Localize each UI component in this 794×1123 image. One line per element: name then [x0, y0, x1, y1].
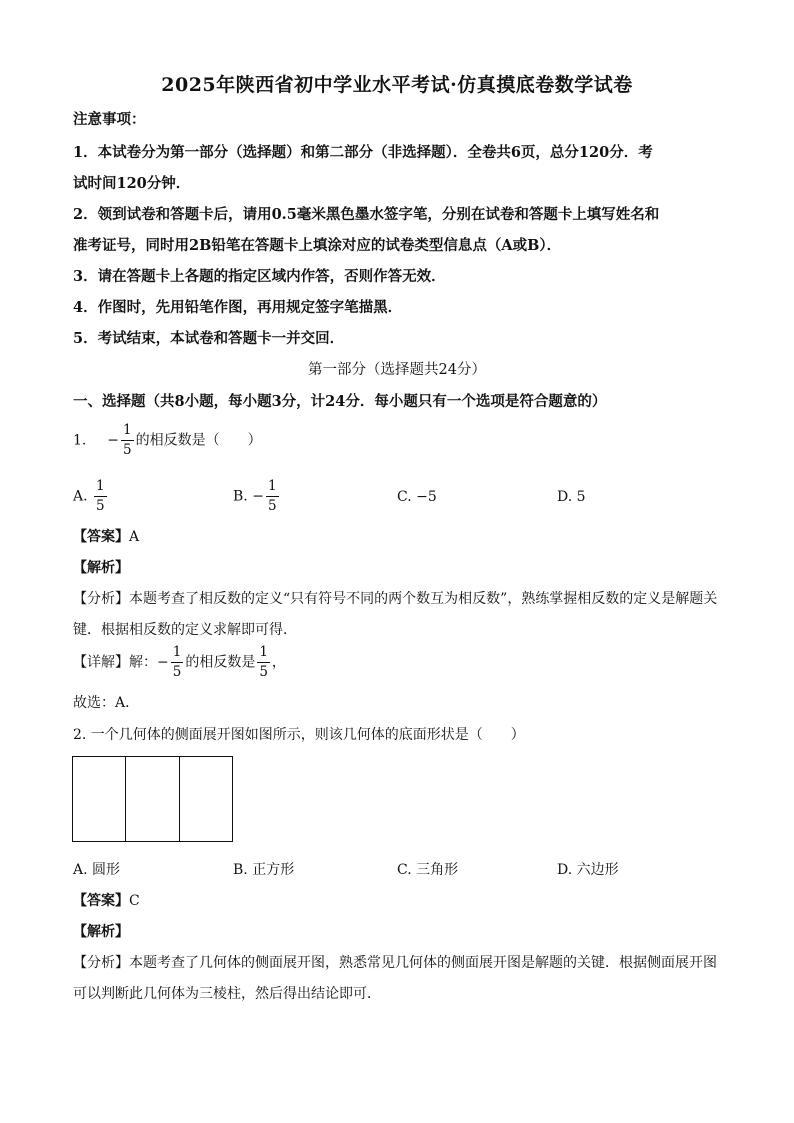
net-rectangle-1	[73, 757, 126, 841]
question-1-stem	[73, 424, 262, 457]
q2-analysis-tag: 【解析】	[73, 924, 129, 940]
q2-fenxi-line-1: 【分析】本题考查了几何体的侧面展开图，熟悉常见几何体的侧面展开图是解题的关键．根据侧面展开图	[73, 955, 717, 971]
q1-option-b-denominator: 5	[267, 497, 277, 514]
q1-detail-denominator-2: 5	[259, 663, 268, 680]
q1-detail	[73, 646, 286, 679]
question-1-number: 1.	[73, 432, 87, 449]
q1-detail-end: ，	[271, 654, 286, 671]
net-rectangle-2	[126, 757, 179, 841]
q1-option-c: C. −5	[397, 489, 437, 505]
q1-fenxi-line-1: 【分析】本题考查了相反数的定义“只有符号不同的两个数互为相反数”，熟练掌握相反数的定义是解题关	[73, 591, 718, 607]
q1-detail-numerator-1: 1	[171, 646, 184, 663]
q1-fraction-numerator: 1	[121, 424, 134, 441]
q1-fraction	[121, 424, 134, 457]
notice-item-1a: 1．本试卷分为第一部分（选择题）和第二部分（非选择题）．全卷共6页，总分120分．考	[73, 144, 653, 161]
q1-option-d: D. 5	[557, 489, 586, 505]
q1-fraction-denominator: 5	[123, 441, 132, 458]
q1-option-b-fraction	[266, 480, 279, 513]
q2-option-a: A. 圆形	[73, 862, 121, 878]
notice-heading: 注意事项：	[73, 111, 146, 128]
q2-answer-value: C	[129, 893, 140, 909]
q1-stem-text: 的相反数是（ ）	[135, 432, 262, 449]
q2-option-b: B. 正方形	[233, 862, 295, 878]
q2-answer-tag: 【答案】	[73, 893, 129, 909]
section1-heading: 一、选择题（共8小题，每小题3分，计24分．每小题只有一个选项是符合题意的）	[73, 393, 607, 410]
q1-answer-value: A	[129, 529, 140, 545]
lateral-net-figure	[72, 756, 233, 842]
q2-fenxi-line-2: 可以判断此几何体为三棱柱，然后得出结论即可．	[73, 986, 381, 1002]
notice-item-4: 4．作图时，先用铅笔作图，再用规定签字笔描黑．	[73, 299, 403, 316]
net-rectangle-3	[180, 757, 232, 841]
q1-detail-denominator-1: 5	[172, 663, 182, 680]
notice-item-2a: 2．领到试卷和答题卡后，请用0.5毫米黑色墨水签字笔，分别在试卷和答题卡上填写姓名和	[73, 206, 660, 223]
q2-answer	[73, 890, 140, 910]
notice-item-2b: 准考证号，同时用2B铅笔在答题卡上填涂对应的试卷类型信息点（A或B）．	[73, 237, 562, 254]
q1-option-a	[73, 480, 109, 513]
question-2-stem: 2. 一个几何体的侧面展开图如图所示，则该几何体的底面形状是（ ）	[73, 727, 525, 743]
q1-detail-fraction-1	[171, 646, 184, 679]
part1-heading: 第一部分（选择题共24分）	[308, 362, 486, 378]
q1-detail-neg: −	[157, 654, 169, 671]
q1-option-b-neg: −	[252, 488, 264, 505]
q1-detail-fraction-2	[257, 646, 270, 679]
q1-neg-sign: −	[107, 432, 119, 449]
q1-detail-numerator-2: 1	[257, 646, 270, 663]
q1-option-a-denominator: 5	[96, 497, 105, 514]
q1-option-b-label: B.	[233, 488, 248, 505]
q1-option-a-label: A.	[73, 488, 88, 505]
q1-option-a-fraction	[94, 480, 107, 513]
q2-option-d: D. 六边形	[557, 862, 619, 878]
q1-analysis-tag: 【解析】	[73, 560, 129, 576]
q1-fenxi-line-2: 键．根据相反数的定义求解即可得．	[73, 622, 297, 638]
q1-choose: 故选：A．	[73, 695, 140, 711]
q1-option-b	[233, 480, 281, 513]
q2-option-c: C. 三角形	[397, 862, 459, 878]
q1-option-b-numerator: 1	[266, 480, 279, 497]
notice-item-5: 5．考试结束，本试卷和答题卡一并交回．	[73, 330, 345, 347]
q1-detail-mid: 的相反数是	[185, 654, 256, 671]
q1-answer-tag: 【答案】	[73, 529, 129, 545]
q1-answer	[73, 526, 139, 546]
q1-option-a-numerator: 1	[94, 480, 107, 497]
q1-detail-prefix: 【详解】解：	[73, 654, 157, 671]
notice-item-3: 3．请在答题卡上各题的指定区域内作答，否则作答无效．	[73, 268, 446, 285]
page-title: 2025年陕西省初中学业水平考试·仿真摸底卷数学试卷	[161, 74, 633, 96]
notice-item-1b: 试时间120分钟．	[73, 175, 191, 192]
